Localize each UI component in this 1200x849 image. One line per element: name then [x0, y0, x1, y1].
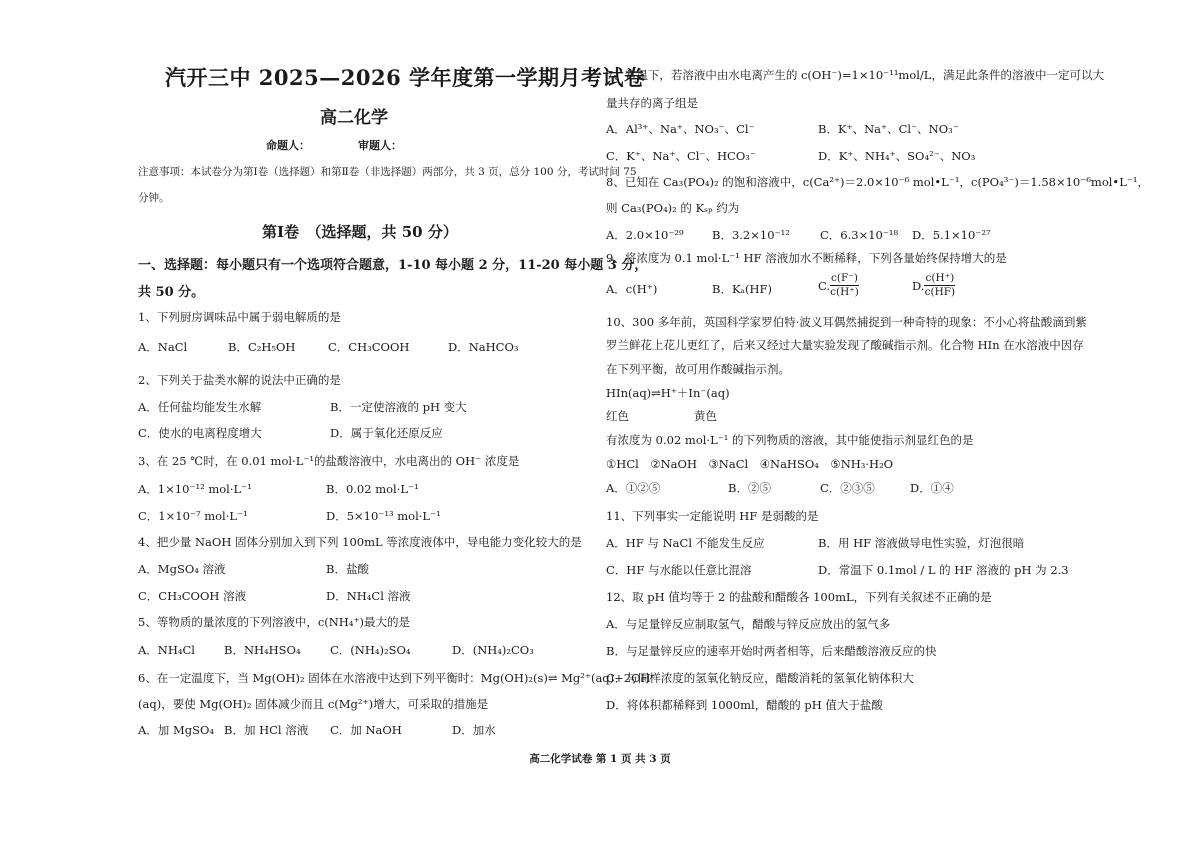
q2-option-a: A．任何盐均能发生水解 — [138, 400, 262, 414]
q8-stem-line-1: 8、已知在 Ca₃(PO₄)₂ 的饱和溶液中，c(Ca²⁺)＝2.0×10⁻⁶ mol•L⁻¹，c(PO₄³⁻)＝1.58×10⁻⁶mol•L⁻¹， — [606, 175, 1150, 189]
reviewer-label: 审题人： — [358, 139, 402, 152]
q2-option-d: D．属于氧化还原反应 — [330, 426, 443, 440]
part1-title: 第Ⅰ卷 （选择题，共 50 分） — [262, 223, 458, 241]
q10-equation: HIn(aq)⇌H⁺＋In⁻(aq) — [606, 386, 730, 400]
q9-option-c — [818, 272, 859, 299]
q10-items: ①HCl ②NaOH ③NaCl ④NaHSO₄ ⑤NH₃·H₂O — [606, 457, 894, 471]
q10-option-a: A．①②⑤ — [606, 481, 661, 495]
q7-stem-line-1: 7、常温下，若溶液中由水电离产生的 c(OH⁻)=1×10⁻¹¹mol/L，满足此条件的溶液中一定可以大 — [606, 68, 1104, 82]
q2-option-b: B．一定使溶液的 pH 变大 — [330, 400, 467, 414]
q6-option-b: B．加 HCl 溶液 — [224, 723, 309, 737]
q9-option-d-numerator: c(H⁺) — [925, 272, 955, 284]
q2-stem: 2、下列关于盐类水解的说法中正确的是 — [138, 373, 341, 387]
q9-option-c-numerator: c(F⁻) — [831, 272, 858, 284]
q12-stem: 12、取 pH 值均等于 2 的盐酸和醋酸各 100mL，下列有关叙述不正确的是 — [606, 590, 992, 604]
notice-line-2: 分钟。 — [138, 192, 170, 204]
exam-subtitle: 高二化学 — [320, 108, 388, 128]
q10-option-c: C．②③⑤ — [820, 481, 875, 495]
q11-option-d: D．常温下 0.1mol / L 的 HF 溶液的 pH 为 2.3 — [818, 563, 1069, 577]
q11-stem: 11、下列事实一定能说明 HF 是弱酸的是 — [606, 509, 819, 523]
q6-option-d: D．加水 — [452, 723, 496, 737]
q10-stem-line-3: 在下列平衡，故可用作酸碱指示剂。 — [606, 362, 790, 376]
q9-option-a: A．c(H⁺) — [606, 282, 658, 296]
q12-option-a: A．与足量锌反应制取氢气，醋酸与锌反应放出的氢气多 — [606, 617, 891, 631]
q9-option-c-denominator: c(H⁺) — [830, 286, 859, 298]
q6-stem-line-2: (aq)，要使 Mg(OH)₂ 固体减少而且 c(Mg²⁺)增大，可采取的措施是 — [138, 697, 489, 711]
q7-option-d: D．K⁺、NH₄⁺、SO₄²⁻、NO₃ — [818, 149, 976, 163]
q3-option-b: B．0.02 mol·L⁻¹ — [326, 482, 419, 496]
q1-option-c: C．CH₃COOH — [328, 340, 410, 354]
q11-option-b: B．用 HF 溶液做导电性实验，灯泡很暗 — [818, 536, 1025, 550]
q1-stem: 1、下列厨房调味品中属于弱电解质的是 — [138, 310, 341, 324]
q9-option-d-fraction — [924, 272, 955, 299]
q1-option-a: A．NaCl — [138, 340, 188, 354]
q8-option-d: D．5.1×10⁻²⁷ — [912, 228, 991, 242]
q1-option-b: B．C₂H₅OH — [228, 340, 296, 354]
q10-option-d: D．①④ — [910, 481, 954, 495]
notice-line-1: 注意事项：本试卷分为第Ⅰ卷（选择题）和第Ⅱ卷（非选择题）两部分，共 3 页，总分 100 分，考试时间 75 — [138, 166, 637, 178]
q4-option-a: A．MgSO₄ 溶液 — [138, 562, 226, 576]
q1-option-d: D．NaHCO₃ — [448, 340, 519, 354]
q12-option-d: D．将体积都稀释到 1000ml，醋酸的 pH 值大于盐酸 — [606, 698, 883, 712]
q9-stem: 9、将浓度为 0.1 mol·L⁻¹ HF 溶液加水不断稀释，下列各量始终保持增大的是 — [606, 251, 1007, 265]
q5-option-b: B．NH₄HSO₄ — [224, 643, 301, 657]
section-heading-1: 一、选择题：每小题只有一个选项符合题意，1-10 每小题 2 分，11-20 每小题 3 分， — [138, 258, 648, 273]
q9-option-d-label: D. — [912, 278, 925, 293]
q12-option-b: B．与足量锌反应的速率开始时两者相等，后来醋酸溶液反应的快 — [606, 644, 937, 658]
q3-stem: 3、在 25 ℃时，在 0.01 mol·L⁻¹的盐酸溶液中，水电离出的 OH⁻ 浓度是 — [138, 454, 520, 468]
q5-stem: 5、等物质的量浓度的下列溶液中，c(NH₄⁺)最大的是 — [138, 615, 410, 629]
q8-option-a: A．2.0×10⁻²⁹ — [606, 228, 684, 242]
q6-option-a: A．加 MgSO₄ — [138, 723, 215, 737]
q3-option-d: D．5×10⁻¹³ mol·L⁻¹ — [326, 509, 441, 523]
q2-option-c: C．使水的电离程度增大 — [138, 426, 262, 440]
q4-option-c: C．CH₃COOH 溶液 — [138, 589, 247, 603]
page-footer: 高二化学试卷 第 1 页 共 3 页 — [529, 753, 671, 765]
q11-option-a: A．HF 与 NaCl 不能发生反应 — [606, 536, 765, 550]
q9-option-d-denominator: c(HF) — [924, 286, 956, 298]
q9-option-b: B．Kₐ(HF) — [712, 282, 772, 296]
q3-option-c: C．1×10⁻⁷ mol·L⁻¹ — [138, 509, 248, 523]
q8-option-c: C．6.3×10⁻¹⁸ — [820, 228, 899, 242]
q12-option-c: C．与同样浓度的氢氧化钠反应，醋酸消耗的氢氧化钠体积大 — [606, 671, 914, 685]
q7-option-c: C．K⁺、Na⁺、Cl⁻、HCO₃⁻ — [606, 149, 756, 163]
q8-option-b: B．3.2×10⁻¹² — [712, 228, 790, 242]
q7-option-b: B．K⁺、Na⁺、Cl⁻、NO₃⁻ — [818, 122, 959, 136]
section-heading-2: 共 50 分。 — [138, 285, 205, 300]
q9-option-d — [912, 272, 955, 299]
q5-option-c: C．(NH₄)₂SO₄ — [330, 643, 411, 657]
q10-color-red: 红色 — [606, 409, 629, 423]
q10-option-b: B．②⑤ — [728, 481, 771, 495]
q4-option-d: D．NH₄Cl 溶液 — [326, 589, 411, 603]
q6-stem-line-1: 6、在一定温度下，当 Mg(OH)₂ 固体在水溶液中达到下列平衡时：Mg(OH)₂(s)⇌ Mg²⁺(aq)+2OH⁻ — [138, 671, 657, 685]
q10-stem-line-4: 有浓度为 0.02 mol·L⁻¹ 的下列物质的溶液，其中能使指示剂显红色的是 — [606, 433, 974, 447]
q6-option-c: C．加 NaOH — [330, 723, 402, 737]
q7-stem-line-2: 量共存的离子组是 — [606, 96, 698, 110]
q5-option-a: A．NH₄Cl — [138, 643, 195, 657]
q10-stem-line-1: 10、300 多年前，英国科学家罗伯特·波义耳偶然捕捉到一种奇特的现象：不小心将盐酸滴到紫 — [606, 315, 1087, 329]
q9-option-c-fraction — [830, 272, 859, 299]
q4-stem: 4、把少量 NaOH 固体分别加入到下列 100mL 等浓度液体中，导电能力变化较大的是 — [138, 535, 582, 549]
q10-color-yellow: 黄色 — [694, 409, 717, 423]
author-label: 命题人： — [266, 139, 310, 152]
q10-stem-line-2: 罗兰鲜花上花儿更红了，后来又经过大量实验发现了酸碱指示剂。化合物 HIn 在水溶液中因存 — [606, 338, 1084, 352]
q5-option-d: D．(NH₄)₂CO₃ — [452, 643, 534, 657]
exam-title: 汽开三中 2025—2026 学年度第一学期月考试卷 — [165, 65, 646, 90]
q4-option-b: B．盐酸 — [326, 562, 369, 576]
q11-option-c: C．HF 与水能以任意比混溶 — [606, 563, 752, 577]
q3-option-a: A．1×10⁻¹² mol·L⁻¹ — [138, 482, 252, 496]
q8-stem-line-2: 则 Ca₃(PO₄)₂ 的 Kₛₚ 约为 — [606, 201, 740, 215]
q9-option-c-label: C. — [818, 278, 831, 293]
q7-option-a: A．Al³⁺、Na⁺、NO₃⁻、Cl⁻ — [606, 122, 755, 136]
